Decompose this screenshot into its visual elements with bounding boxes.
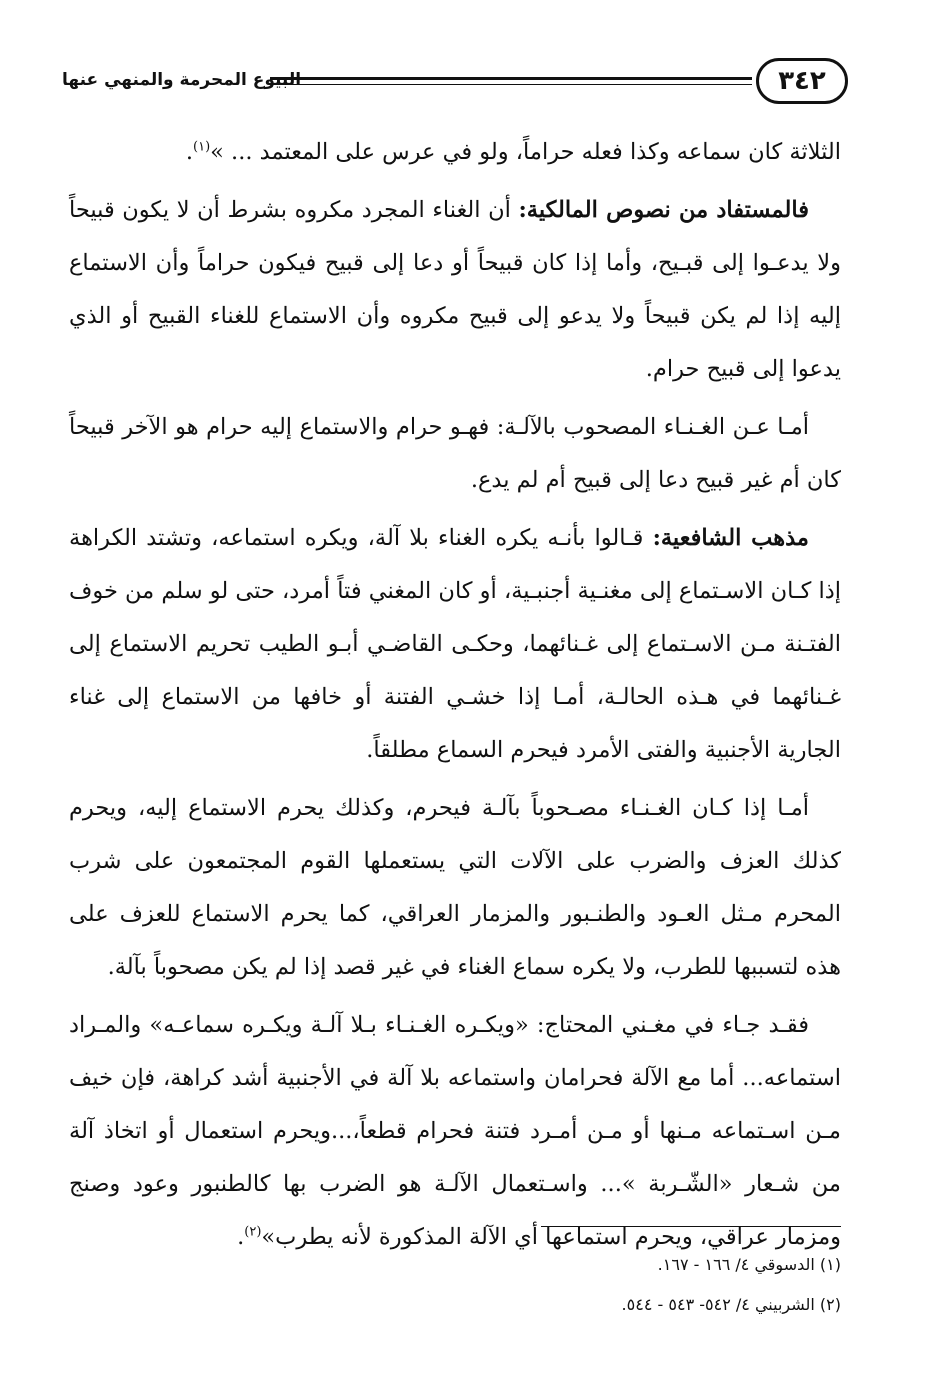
paragraph-tail: .	[237, 1224, 245, 1250]
paragraph-text: فقـد جـاء في مغـني المحتاج: «ويكـره الغـنـاء بـلا آلـة ويكـره سماعـه» والمـراد استماعه... أما مع الآلة فحرامان واستماعه بلا آلة في الأجنبية أشد كراهة، فإن خيف مـن اسـتماعه مـنها أو مـن أمـرد فتنة فحرام قطعاً،...ويحرم استعمال أو اتخاذ آلة من شـعار «الشّـربة »... واسـتعمال الآلـة هو الضرب بها كالطنبور وعود وصنج ومزمار عراقي، ويحرم استماعها أي الآلة المذكورة لأنه يطرب»	[69, 1012, 841, 1250]
paragraph-4	[69, 512, 841, 777]
footnote-2: (٢) الشربيني ٤/ ٥٤٢- ٥٤٣ - ٥٤٤.	[621, 1295, 841, 1314]
paragraph-lead: فالمستفاد من نصوص المالكية:	[518, 197, 809, 223]
page-number: ٣٤٢	[756, 58, 848, 104]
paragraph-text: أمـا عـن الغـنـاء المصحوب بالآلـة: فهـو حرام والاستماع إليه حرام هو الآخر قبيحاً كان أم غير قبيح دعا إلى قبيح أم لم يدع.	[69, 414, 841, 493]
footnote-1: (١) الدسوقي ٤/ ١٦٦ - ١٦٧.	[657, 1255, 841, 1274]
running-title: البيوع المحرمة والمنهي عنها	[62, 70, 302, 90]
paragraph-text: أن الغناء المجرد مكروه بشرط أن لا يكون قبيحاً ولا يدعـوا إلى قبـيح، وأما إذا كان قبيحاً أو دعا إلى قبيح فيكون حراماً وأن الاستماع إليه إذا لم يكن قبيحاً ولا يدعو إلى قبيح مكروه وأن الاستماع للغناء القبيح أو الذي يدعوا إلى قبيح حرام.	[69, 197, 841, 382]
header-rule	[270, 77, 752, 85]
page-header	[62, 58, 848, 108]
footnote-ref: (٢)	[244, 1224, 262, 1240]
paragraph-5	[69, 782, 841, 994]
paragraph-lead: مذهب الشافعية:	[652, 525, 809, 551]
paragraph-1	[69, 126, 841, 179]
footnote-separator	[541, 1226, 841, 1227]
paragraph-3	[69, 401, 841, 507]
footnote-ref: (١)	[193, 139, 211, 155]
main-text	[69, 126, 841, 1269]
paragraph-2	[69, 184, 841, 396]
paragraph-6	[69, 999, 841, 1264]
paragraph-text: أمـا إذا كـان الغـنـاء مصـحوباً بآلـة فيحرم، وكذلك يحرم الاستماع إليه، ويحرم كذلك العزف والضرب على الآلات التي يستعملها القوم المجتمعون على شرب المحرم مـثل العـود والطنـبور والمزمار العراقي، كما يحرم الاستماع للعزف على هذه لتسببها للطرب، ولا يكره سماع الغناء في غير قصد إذا لم يكن مصحوباً بآلة.	[69, 795, 841, 980]
paragraph-tail: .	[185, 139, 193, 165]
paragraph-text: قـالوا بأنـه يكره الغناء بلا آلة، ويكره استماعه، وتشتد الكراهة إذا كـان الاسـتماع إلى مغنـية أجنبـية، أو كان المغني فتاً أمرد، حتى لو سلم من خوف الفتـنة مـن الاسـتماع إلى غـنائهما، وحكـى القاضـي أبـو الطيب تحريم الاستماع إلى غـنائهما في هـذه الحالـة، أمـا إذا خشـي الفتنة أو خافها من الاستماع إلى غناء الجارية الأجنبية والفتى الأمرد فيحرم السماع مطلقاً.	[69, 525, 841, 763]
footnotes	[69, 1245, 841, 1325]
paragraph-text: الثلاثة كان سماعه وكذا فعله حراماً، ولو في عرس على المعتمد ... »	[210, 139, 841, 165]
